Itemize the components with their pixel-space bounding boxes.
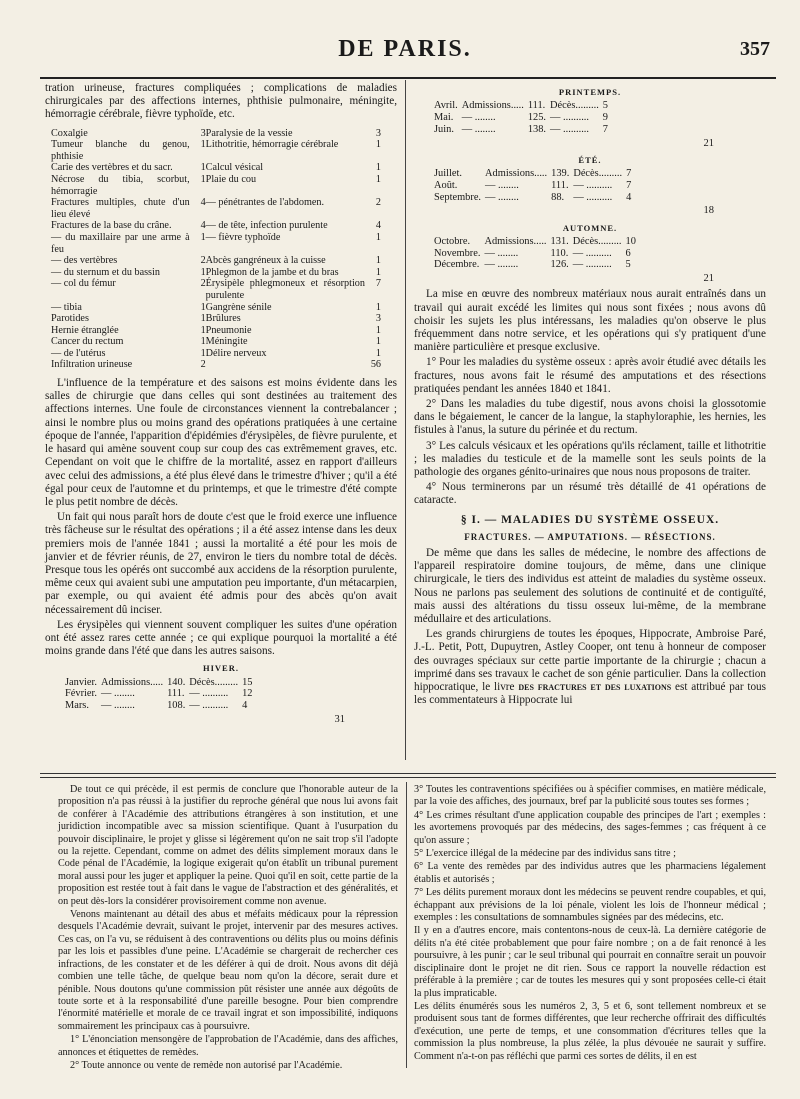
- season-cell: 7: [602, 123, 608, 135]
- table-row: [434, 180, 635, 192]
- table-row: [51, 255, 381, 267]
- season-total: 18: [703, 205, 714, 217]
- footer-rule: [40, 773, 776, 774]
- season-cell: Admissions.....: [485, 168, 548, 179]
- case-name: Hernie étranglée: [51, 324, 119, 336]
- paragraph: Un fait qui nous paraît hors de doute c'est que le froid exerce une influence très fâcheuse sur le résultat des opérations ; il a été assez intense dans les deux premiers mois de l'année 1841 ; aussi la mortalité a été pour les mois de janvier et de février réunis, de 27, environ le tiers du nombre total de décès. Presque tous les opérés ont succombé aux accidens de la résorption purulente, même ceux qui avaient subi une amputation peu importante, d'un métacarpien, par exemple, ou qui avaient été admis pour des abcès qu'on avait nécessairement dû inciser.: [45, 511, 397, 616]
- table-row: [51, 162, 381, 174]
- case-count: 1: [375, 266, 381, 278]
- season-cell: Janvier.: [65, 676, 98, 688]
- season-cell: 111.: [527, 100, 546, 112]
- case-count: 3: [375, 127, 381, 139]
- season-cell: 7: [626, 179, 632, 191]
- cases-table: [51, 128, 381, 371]
- season-cell: 9: [602, 112, 608, 123]
- case-name: Méningite: [205, 336, 248, 348]
- season-cell: Octobre.: [434, 235, 471, 247]
- season-cell: Décès.........: [572, 235, 622, 247]
- case-name: Tumeur blanche du genou, phthisie: [51, 139, 190, 162]
- paragraph: De même que dans les salles de médecine, le nombre des affections de l'appareil respiratoire domine toujours, de même, dans une clinique chirurgicale, le tiers des individus est atteint de maladies du système osseux. Nous ne parlons pas seulement des solutions de continuité et de contiguïté, mais aussi des altérations du tissu osseux lui-même, de la membrane médullaire et des articulations.: [414, 547, 766, 626]
- case-count: 2: [200, 255, 206, 267]
- case-name: Coxalgie: [51, 127, 88, 139]
- table-row: [434, 192, 635, 204]
- season-cell: 5: [602, 100, 608, 112]
- case-name: — col du fémur: [51, 278, 116, 290]
- table-row: [51, 348, 381, 360]
- case-count: 1: [200, 266, 206, 278]
- season-title: PRINTEMPS.: [558, 87, 622, 97]
- footer-column-divider: [406, 782, 407, 1068]
- case-name: Fractures multiples, chute d'un lieu élevé: [51, 197, 190, 220]
- case-name: Plaie du cou: [205, 173, 257, 185]
- season-cell: — ..........: [573, 191, 613, 203]
- paragraph: 2° Dans les maladies du tube digestif, nous avons choisi la glossotomie dans le bégaiement, le cancer de la langue, la staphyloraphie, les hernies, les fistules à l'anus, la suture du périnée et du rectum.: [414, 398, 766, 437]
- case-name: Pneumonie: [205, 324, 252, 336]
- case-name: Calcul vésical: [205, 162, 264, 174]
- case-name: Gangrène sénile: [205, 301, 272, 313]
- header-rule: [40, 77, 776, 79]
- season-cell: 6: [625, 247, 631, 259]
- season-table: [434, 168, 635, 203]
- case-count: 1: [375, 173, 381, 185]
- season-cell: Novembre.: [434, 247, 481, 259]
- paragraph: La mise en œuvre des nombreux matériaux nous aurait entraînés dans un travail qui aurait excédé les limites qui nous sont fixées ; nous avons dû choisir les sujets les plus intéressans, les maladies qu'on observe le plus fréquemment dans notre service, et les opérations qui s'y pratiquent d'une manière particulière et presque exclusive.: [414, 288, 766, 354]
- season-total: 21: [703, 273, 714, 285]
- season-cell: — ........: [461, 112, 496, 123]
- case-count: 1: [375, 255, 381, 267]
- case-count: 4: [375, 220, 381, 232]
- feuilleton-right: [414, 784, 766, 1064]
- case-count: 7: [375, 278, 381, 290]
- season-cell: Admissions.....: [484, 235, 547, 247]
- paragraph: 1° L'énonciation mensongère de l'approbation de l'Académie, dans des affiches, annonces et étiquettes de remèdes.: [58, 1034, 398, 1058]
- season-cell: Mars.: [65, 700, 89, 712]
- page-header: [40, 36, 770, 66]
- season-cell: Admissions.....: [461, 100, 524, 112]
- case-name: — tibia: [51, 301, 82, 313]
- table-row: [65, 677, 256, 689]
- season-block: [414, 154, 766, 218]
- paragraph: 1° Pour les maladies du système osseux : après avoir étudié avec détails les fractures, nous avons fait le résumé des amputations et des résections pratiquées pendant les années 1840 et 1841.: [414, 356, 766, 395]
- case-count: 1: [375, 162, 381, 174]
- section-heading: § I. — MALADIES DU SYSTÈME OSSEUX.: [460, 513, 720, 526]
- paragraph: L'influence de la température et des saisons est moins évidente dans les salles de chirurgie que dans celles qui sont destinées au traitement des affections internes. Une foule de circonstances viennent la contrebalancer ; ainsi le nombre plus ou moins grand des opérations pratiquées à une certaine époque de l'année, l'apparition d'épidémies d'érysipèles, de fièvre purulente, et le hasard qui amène souvent coup sur coup des cas extrêmement graves, etc. Cependant on voit que le chiffre de la mortalité, assez en rapport d'ailleurs avec celui des admissions, a été plus élevé dans le trimestre d'hiver ; qu'il a été égal pour ceux de l'automne et du printemps, et que le trimestre d'été compte le plus petit nombre de décès.: [45, 377, 397, 508]
- feuilleton-left: [58, 784, 398, 1073]
- book-title: des fractures et des luxations: [518, 681, 672, 694]
- case-name: — du sternum et du bassin: [51, 266, 160, 278]
- case-count: 1: [200, 324, 206, 336]
- season-total: 31: [334, 713, 345, 725]
- paragraph: Les délits énumérés sous les numéros 2, 3, 5 et 6, sont tellement nombreux et se produisent sous tant de formes différentes, que leur recherche offrirait des difficultés d'exécution, une perte de temps, et une consommation d'écritures telles que la commission la plus nombreuse, la plus zélée, la plus dévouée ne saurait y suffire. Comment n'a-t-on pas réfléchi que parmi ces sortes de délits, il en est: [414, 1000, 766, 1062]
- case-count: 2: [200, 359, 206, 371]
- table-row: [51, 174, 381, 197]
- season-block-hiver: [45, 662, 397, 726]
- paragraph: 7° Les délits purement moraux dont les médecins se peuvent rendre coupables, et qui, échappant aux prévisions de la loi pénale, violent les lois de l'honneur médical ; exemples : les consultations de somnambules signées par des médecins, etc.: [414, 887, 766, 924]
- case-count: 1: [200, 313, 206, 325]
- season-cell: — ........: [485, 191, 519, 203]
- season-cell: 139.: [551, 168, 570, 179]
- season-title: ÉTÉ.: [578, 154, 602, 165]
- paragraph: De tout ce qui précède, il est permis de conclure que l'honorable auteur de la proposition n'a pas réussi à la justifier du reproche général que nous lui avons fait de conférer à l'Académie des attributions étrangères à son institution, et une juridiction incompatible avec sa mission scientifique. Quant à l'usurpation du pouvoir disciplinaire, le projet y glisse si légèrement qu'on ne sait trop s'il l'adopte ou la rejette. Cependant, comme on admet des délits simplement moraux dans le Code pénal de l'Académie, la logique exigerait qu'on établît un tribunal purement moral aussi pour les juger et appliquer la peine. Quoi qu'il en soit, cette partie de la proposition est restée tout à fait dans le vague de l'abstraction et des généralités, et on peut dès-lors la considérer provisoirement comme non avenue.: [58, 784, 398, 907]
- season-cell: 88.: [551, 191, 565, 203]
- table-row: [434, 168, 635, 180]
- season-cell: — ..........: [189, 700, 229, 712]
- season-cell: 140.: [167, 676, 186, 688]
- season-cell: Admissions.....: [101, 676, 164, 688]
- season-cell: Août.: [434, 179, 458, 191]
- season-cell: 7: [626, 168, 632, 179]
- season-cell: — ........: [484, 259, 519, 271]
- season-block: [414, 86, 766, 150]
- table-row: [434, 248, 640, 260]
- case-count: 1: [200, 347, 206, 359]
- case-name: Parotides: [51, 313, 89, 325]
- case-count: 1: [375, 347, 381, 359]
- case-count: 1: [200, 301, 206, 313]
- table-row: [51, 336, 381, 348]
- case-count: 1: [375, 301, 381, 313]
- case-name: Érysipèle phlegmoneux et résorption purulente: [205, 278, 365, 301]
- season-cell: 110.: [550, 247, 569, 259]
- season-title: HIVER.: [203, 663, 239, 674]
- paragraph-text: est attribué par tous les commentateurs à Hippocrate lui: [414, 681, 767, 707]
- season-cell: 4: [626, 191, 632, 203]
- case-name: Abcès gangréneux à la cuisse: [205, 255, 326, 267]
- season-table: [434, 100, 612, 135]
- case-count: 1: [200, 139, 206, 151]
- case-name: Paralysie de la vessie: [205, 127, 293, 139]
- case-name: — de l'utérus: [51, 347, 106, 359]
- table-row: [51, 313, 381, 325]
- case-count: 1: [200, 336, 206, 348]
- case-name: — du maxillaire par une arme à feu: [51, 231, 190, 255]
- table-row: [434, 259, 640, 271]
- column-divider: [405, 80, 406, 760]
- seasons-block: [414, 86, 766, 285]
- season-cell: — ..........: [550, 112, 589, 123]
- season-cell: — ..........: [572, 247, 612, 259]
- table-row: [51, 302, 381, 314]
- season-cell: — ........: [484, 247, 519, 259]
- table-row: [51, 267, 381, 279]
- case-count: 3: [375, 313, 381, 325]
- case-count: 1: [375, 336, 381, 348]
- season-title: AUTOMNE.: [562, 222, 618, 233]
- case-name: — fièvre typhoïde: [205, 231, 281, 243]
- case-count: 4: [200, 197, 206, 209]
- season-cell: 15: [242, 676, 253, 688]
- intro-paragraph: tration urineuse, fractures compliquées ; complications de maladies chirurgicales par des affections internes, phthisie pulmonaire, méningite, hémorragie cérébrale, fièvre typhoïde, etc.: [45, 82, 397, 121]
- case-count: 56: [370, 359, 381, 371]
- case-count: 2: [200, 278, 206, 290]
- season-cell: 5: [625, 259, 631, 271]
- season-total: 21: [703, 137, 714, 149]
- paragraph: 4° Les crimes résultant d'une application coupable des principes de l'art ; exemples : les avortemens provoqués par des médecins, des sages-femmes ; cas fréquent à ce qu'on assure ;: [414, 809, 766, 846]
- season-table: [65, 677, 256, 712]
- paragraph: 3° Toutes les contraventions spécifiées ou à spécifier commises, en matière médicale, par la voie des affiches, des journaux, bref par la publicité sous toutes ses formes ;: [414, 784, 766, 808]
- table-row: [51, 139, 381, 162]
- table-row: [65, 688, 256, 700]
- season-cell: 138.: [527, 123, 547, 135]
- case-count: 1: [200, 162, 206, 174]
- season-cell: 131.: [550, 235, 569, 247]
- season-cell: Décès.........: [550, 100, 599, 112]
- season-cell: Juin.: [434, 123, 454, 135]
- season-cell: Décès.........: [573, 168, 623, 179]
- table-row: [434, 100, 612, 112]
- case-count: 1: [200, 173, 206, 185]
- table-row: [51, 232, 381, 255]
- case-name: Délire nerveux: [205, 347, 267, 359]
- season-cell: — ........: [485, 179, 519, 191]
- season-cell: Décembre.: [434, 259, 480, 271]
- paragraph: [414, 628, 766, 707]
- season-cell: — ..........: [573, 179, 613, 191]
- case-count: 1: [375, 324, 381, 336]
- table-row: [51, 197, 381, 220]
- page-title: DE PARIS.: [338, 36, 472, 62]
- season-cell: 126.: [550, 259, 569, 271]
- case-count: 2: [375, 197, 381, 209]
- season-cell: Septembre.: [434, 191, 482, 203]
- case-name: Infiltration urineuse: [51, 359, 133, 371]
- case-name: Phlegmon de la jambe et du bras: [205, 266, 339, 278]
- season-cell: 10: [625, 235, 636, 247]
- paragraph: 5° L'exercice illégal de la médecine par des individus sans titre ;: [414, 848, 676, 860]
- season-cell: Décès.........: [189, 676, 239, 688]
- paragraph: 2° Toute annonce ou vente de remède non autorisé par l'Académie.: [70, 1059, 343, 1071]
- season-cell: — ..........: [550, 123, 589, 135]
- table-row: [51, 278, 381, 301]
- page-number: 357: [740, 38, 770, 60]
- case-name: — de tête, infection purulente: [205, 220, 328, 232]
- subsection-heading: FRACTURES. — AMPUTATIONS. — RÉSECTIONS.: [464, 531, 716, 542]
- paragraph-text: Les grands chirurgiens de toutes les époques, Hippocrate, Ambroise Paré, J.-L. Petit, Pott, Dupuytren, Astley Cooper, ont tenu à honneur de composer des ouvrages spéciaux sur cette partie importante de la chirurgie ; chacun a imprimé dans ses travaux le cachet de son génie particulier. Dans la collection hippocratique, le livre: [414, 628, 766, 694]
- table-row: [51, 220, 381, 232]
- table-row: [51, 359, 381, 371]
- table-row: [65, 700, 256, 712]
- season-cell: 111.: [551, 179, 569, 191]
- case-name: Brûlures: [205, 313, 241, 325]
- case-name: — des vertèbres: [51, 255, 118, 267]
- case-count: 3: [200, 127, 206, 139]
- season-cell: — ..........: [189, 688, 229, 700]
- season-cell: — ........: [101, 688, 135, 700]
- paragraph: 3° Les calculs vésicaux et les opérations qu'ils réclament, taille et lithotritie ; les maladies du testicule et de la mamelle sont les seuls points de la pathologie des organes génito-urinaires que nous nous proposons de traiter.: [414, 439, 766, 479]
- season-cell: — ........: [461, 123, 496, 135]
- season-cell: 108.: [167, 700, 186, 712]
- season-cell: — ........: [101, 700, 135, 712]
- table-row: [434, 112, 612, 124]
- table-row: [434, 124, 612, 136]
- season-table: [434, 236, 640, 271]
- case-name: Nécrose du tibia, scorbut, hémorragie: [51, 173, 190, 197]
- season-cell: Avril.: [434, 100, 458, 112]
- case-name: Cancer du rectum: [51, 336, 124, 348]
- table-row: [51, 128, 381, 140]
- case-count: 4: [200, 220, 206, 232]
- paragraph: Venons maintenant au détail des abus et méfaits médicaux pour la répression desquels l'Académie devrait, suivant le projet, intervenir par des mesures actives. Ces cas, on l'a vu, se réduisent à des contraventions ou délits plus ou moins définis par les lois et passibles d'une peine. L'Académie se chargerait de rechercher ces infractions, de les constater et de les déférer à qui de droit. Nous avons dit déjà combien une telle tâche, de quelque beau nom qu'on la décore, serait dure et pénible. Nous doutons qu'une commission pût résister une année aux dégoûts de toute sorte et à la responsabilité d'une pareille besogne. Pour bien comprendre l'énormité matérielle et morale de ce travail ingrat et son impossibilité, indiquons sommairement les principaux cas à poursuivre.: [58, 909, 398, 1032]
- table-row: [51, 325, 381, 337]
- season-cell: 12: [242, 688, 253, 700]
- left-column: [45, 82, 397, 729]
- season-cell: 4: [242, 700, 248, 712]
- case-count: 1: [375, 231, 381, 243]
- case-count: 1: [375, 139, 381, 151]
- case-name: Carie des vertèbres et du sacr.: [51, 162, 173, 174]
- case-name: [206, 359, 365, 371]
- paragraph: Les érysipèles qui viennent souvent compliquer les suites d'une opération ont été assez rares cette année ; ce qui explique pourquoi la mortalité a été moins grande dans l'été que dans les autres saisons.: [45, 618, 397, 658]
- table-row: [434, 236, 640, 248]
- case-name: Lithotritie, hémorragie cérébrale: [205, 139, 339, 151]
- paragraph: Il y en a d'autres encore, mais contentons-nous de ceux-là. La dernière catégorie de délits n'a été citée probablement que pour faire nombre ; on a de fait renoncé à les poursuivre, à les punir ; car le seul tribunal qui pourrait en connaître serait un pouvoir disciplinaire dont le projet ne dit rien. Sous ce rapport la nouvelle rédaction est préférable à la première ; car de toutes les mesures qui y sont proposées celle-ci était la plus impraticable.: [414, 925, 766, 999]
- paragraph: 4° Nous terminerons par un résumé très détaillé de 41 opérations de cataracte.: [414, 481, 766, 507]
- right-column: [414, 82, 766, 709]
- footer-rule: [40, 777, 776, 778]
- season-cell: 111.: [167, 688, 185, 700]
- case-name: Fractures de la base du crâne.: [51, 220, 172, 232]
- season-cell: Juillet.: [434, 168, 462, 179]
- season-cell: Février.: [65, 688, 98, 700]
- paragraph: 6° La vente des remèdes par des individus autres que les pharmaciens légalement établis et autorisés ;: [414, 861, 766, 885]
- season-cell: — ..........: [572, 259, 612, 271]
- case-count: 1: [200, 231, 206, 243]
- season-cell: 125.: [527, 112, 547, 123]
- season-cell: Mai.: [434, 112, 454, 123]
- case-name: — pénétrantes de l'abdomen.: [205, 197, 325, 209]
- season-block: [414, 222, 766, 286]
